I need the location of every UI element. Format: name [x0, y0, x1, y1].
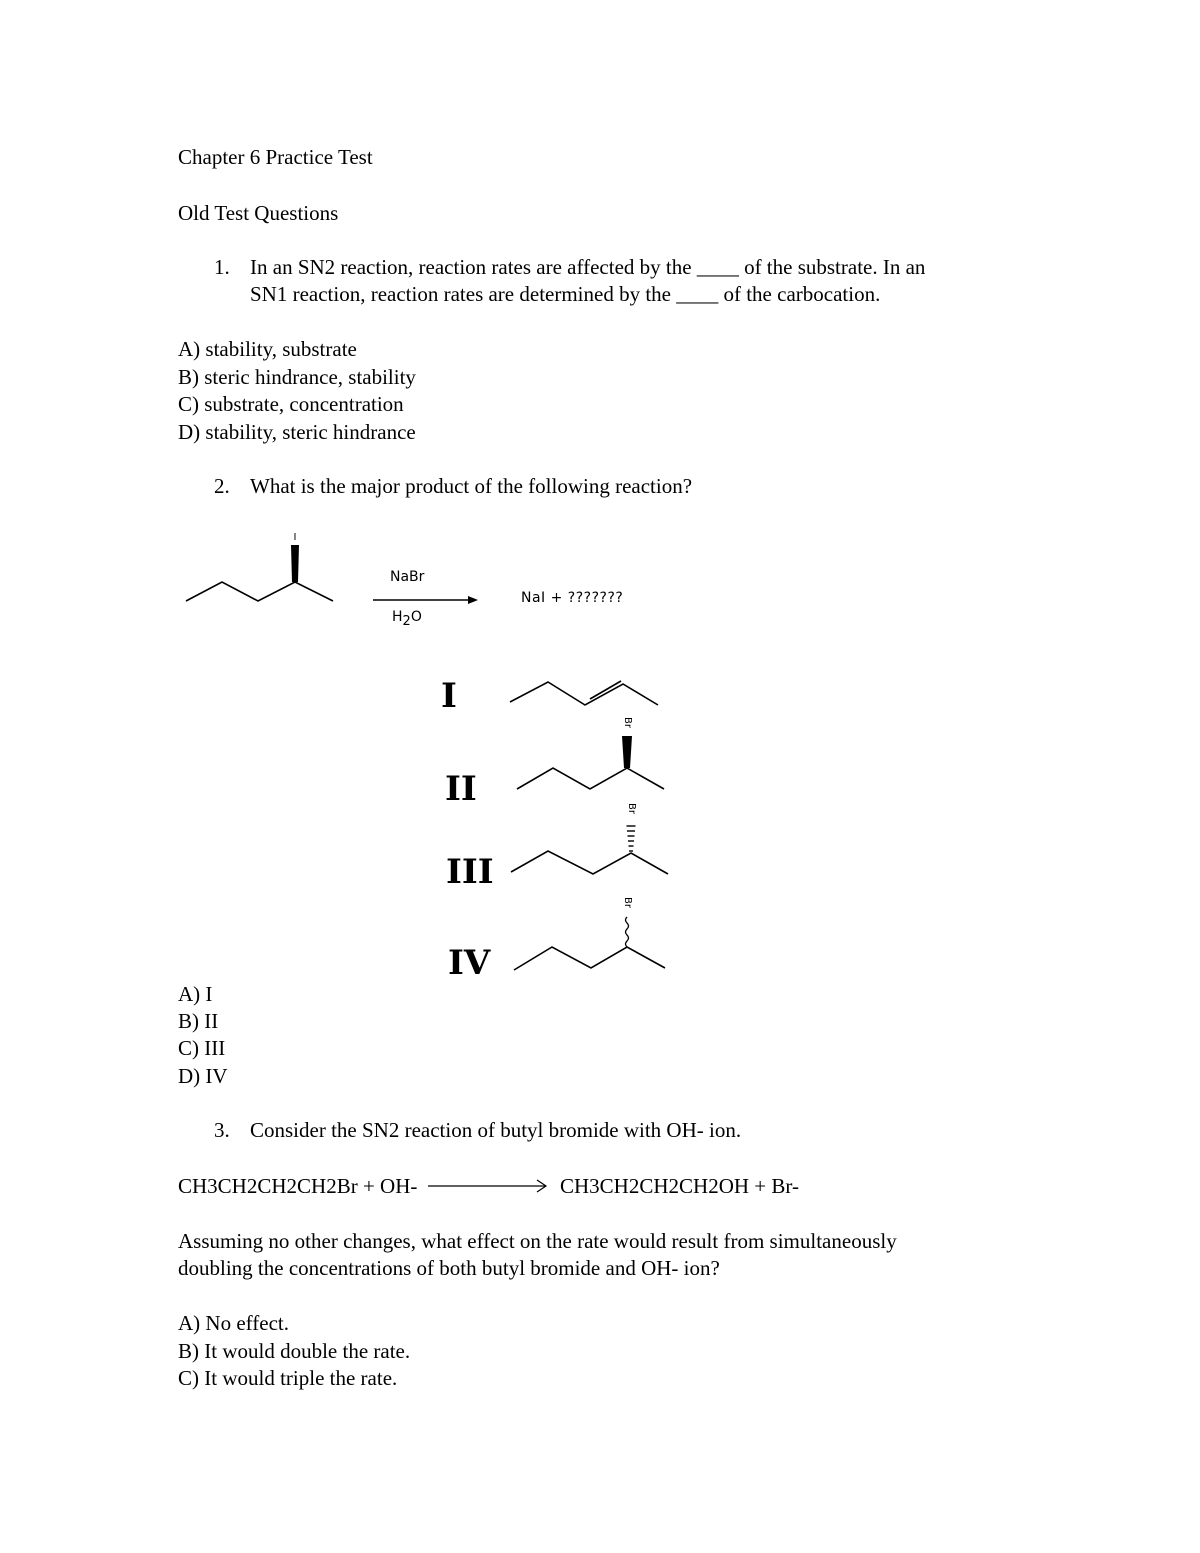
wedge-bond: [291, 545, 299, 582]
structure-I: [510, 681, 658, 705]
double-bond: [590, 681, 621, 699]
q3-question-line-2: doubling the concentrations of both butyl bromide and OH- ion?: [178, 1256, 720, 1280]
structure-label-II: II: [445, 769, 477, 809]
q1-option-c: C) substrate, concentration: [178, 392, 404, 416]
question-3-text: Consider the SN2 reaction of butyl bromide with OH- ion.: [250, 1118, 742, 1142]
q2-option-d: D) IV: [178, 1064, 228, 1088]
question-2-number: 2.: [214, 474, 230, 498]
q3-option-c: C) It would triple the rate.: [178, 1366, 398, 1390]
q3-option-b: B) It would double the rate.: [178, 1339, 411, 1363]
structure-label-I: I: [441, 676, 457, 716]
q1-option-d: D) stability, steric hindrance: [178, 420, 416, 444]
q3-option-a: A) No effect.: [178, 1311, 289, 1335]
section-heading: Old Test Questions: [178, 201, 339, 225]
q1-option-a: A) stability, substrate: [178, 337, 357, 361]
bromine-label-III: Br: [625, 803, 637, 814]
reagent-label: NaBr: [390, 569, 425, 585]
q1-option-b: B) steric hindrance, stability: [178, 365, 416, 389]
wedge-bond: [622, 736, 632, 768]
wavy-bond: [626, 917, 629, 947]
bromine-label-II: Br: [621, 717, 633, 728]
products-label: NaI + ???????: [521, 590, 624, 606]
equation-products: CH3CH2CH2CH2OH + Br-: [560, 1174, 799, 1198]
structure-label-III: III: [446, 852, 494, 892]
q2-option-b: B) II: [178, 1009, 219, 1033]
q3-question-line-1: Assuming no other changes, what effect on the rate would result from simultaneously: [178, 1229, 897, 1253]
solvent-label: $H_2O$: [392, 609, 422, 629]
question-1-line-2: SN1 reaction, reaction rates are determined by the ____ of the carbocation.: [250, 282, 881, 306]
iodine-label: I: [293, 532, 297, 543]
structure-IV: [514, 917, 665, 970]
structure-III: [511, 826, 668, 874]
reactant-structure: [186, 532, 478, 604]
question-3-number: 3.: [214, 1118, 230, 1142]
structure-label-IV: IV: [448, 943, 491, 983]
question-3: [214, 1118, 741, 1143]
q2-option-a: A) I: [178, 982, 213, 1006]
question-1-text-1: In an SN2 reaction, reaction rates are affected by the ____ of the substrate. In an: [250, 255, 926, 279]
arrowhead: [468, 596, 478, 604]
q3-arrow: [428, 1180, 546, 1192]
q2-option-c: C) III: [178, 1036, 226, 1060]
structure-II: [517, 736, 664, 789]
bromine-label-IV: Br: [621, 897, 633, 908]
page-title: Chapter 6 Practice Test: [178, 145, 373, 169]
hash-bond: [627, 826, 636, 851]
question-2-text: What is the major product of the following reaction?: [250, 474, 693, 498]
equation-reactants: CH3CH2CH2CH2Br + OH-: [178, 1174, 418, 1198]
question-1-number: 1.: [214, 255, 230, 279]
